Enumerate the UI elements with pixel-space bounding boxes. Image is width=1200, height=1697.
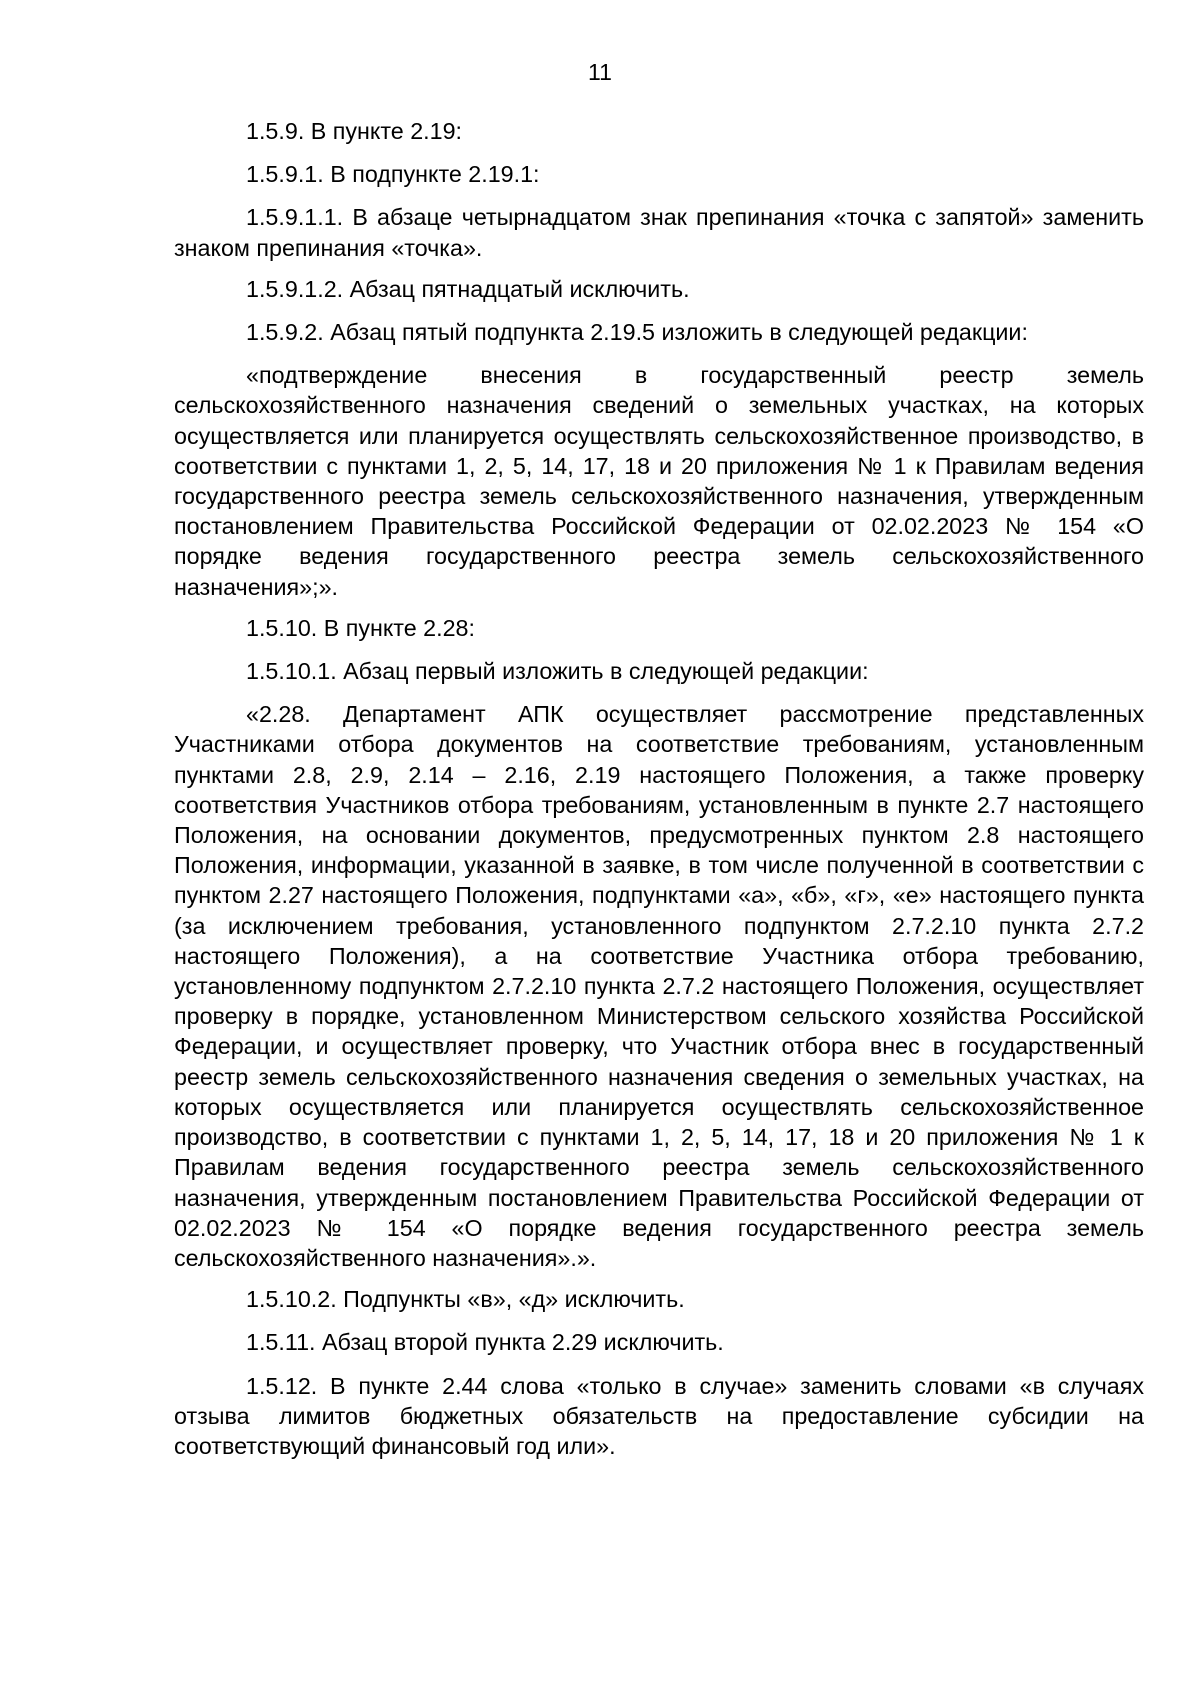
paragraph-1-5-9-2: 1.5.9.2. Абзац пятый подпункта 2.19.5 изложить в следующей редакции: [246,319,1028,346]
paragraph-1-5-10: 1.5.10. В пункте 2.28: [246,614,475,641]
paragraph-1-5-12: 1.5.12. В пункте 2.44 слова «только в случае» заменить словами «в случаях отзыва лимитов бюджетных обязательств на предоставление субсидии на соответствующий финансовый год или». [174,1372,1144,1459]
paragraph-1-5-9-1-1: 1.5.9.1.1. В абзаце четырнадцатом знак препинания «точка с запятой» заменить знаком препинания «точка». [174,204,1144,261]
paragraph-1-5-9: 1.5.9. В пункте 2.19: [246,118,463,144]
paragraph-1-5-11: 1.5.11. Абзац второй пункта 2.29 исключить. [246,1329,724,1356]
quoted-paragraph-confirmation: «подтверждение внесения в государственный реестр земель сельскохозяйственного назначения сведений о земельных участках, на которых осуществляется или планируется осуществлять сельскохозяйственное производство, в соответствии с пунктами 1, 2, 5, 14, 17, 18 и 20 приложения № 1 к Правилам ведения государственного реестра земель сельскохозяйственного назначения, утвержденным постановлением Правительства Российской Федерации от 02.02.2023 № 154 «О порядке ведения государственного реестра земель сельскохозяйственного назначения»;». [174,362,1144,600]
paragraph-1-5-9-1: 1.5.9.1. В подпункте 2.19.1: [246,161,540,188]
paragraph-1-5-10-1: 1.5.10.1. Абзац первый изложить в следующей редакции: [246,658,869,685]
paragraph-1-5-9-1-2: 1.5.9.1.2. Абзац пятнадцатый исключить. [246,275,690,302]
document-body [174,116,1144,1472]
quoted-paragraph-2-28: «2.28. Департамент АПК осуществляет рассмотрение представленных Участниками отбора документов на соответствие требованиям, установленным пунктами 2.8, 2.9, 2.14 – 2.16, 2.19 настоящего Положения, а также проверку соответствия Участников отбора требованиям, установленным в пункте 2.7 настоящего Положения, на основании документов, предусмотренных пунктом 2.8 настоящего Положения, информации, указанной в заявке, в том числе полученной в соответствии с пунктом 2.27 настоящего Положения, подпунктами «а», «б», «г», «е» настоящего пункта (за исключением требования, установленного подпунктом 2.7.2.10 пункта 2.7.2 настоящего Положения), а на соответствие Участника отбора требованию, установленному подпунктом 2.7.2.10 пункта 2.7.2 настоящего Положения, осуществляет проверку в порядке, установленном Министерством сельского хозяйства Российской Федерации, и осуществляет проверку, что Участник отбора внес в государственный реестр земель сельскохозяйственного назначения сведения о земельных участках, на которых осуществляется или планируется осуществлять сельскохозяйственное производство, в соответствии с пунктами 1, 2, 5, 14, 17, 18 и 20 приложения № 1 к Правилам ведения государственного реестра земель сельскохозяйственного назначения, утвержденным постановлением Правительства Российской Федерации от 02.02.2023 № 154 «О порядке ведения государственного реестра земель сельскохозяйственного назначения».». [174,701,1144,1271]
paragraph-1-5-10-2: 1.5.10.2. Подпункты «в», «д» исключить. [246,1286,685,1313]
page-number: 11 [588,59,612,85]
